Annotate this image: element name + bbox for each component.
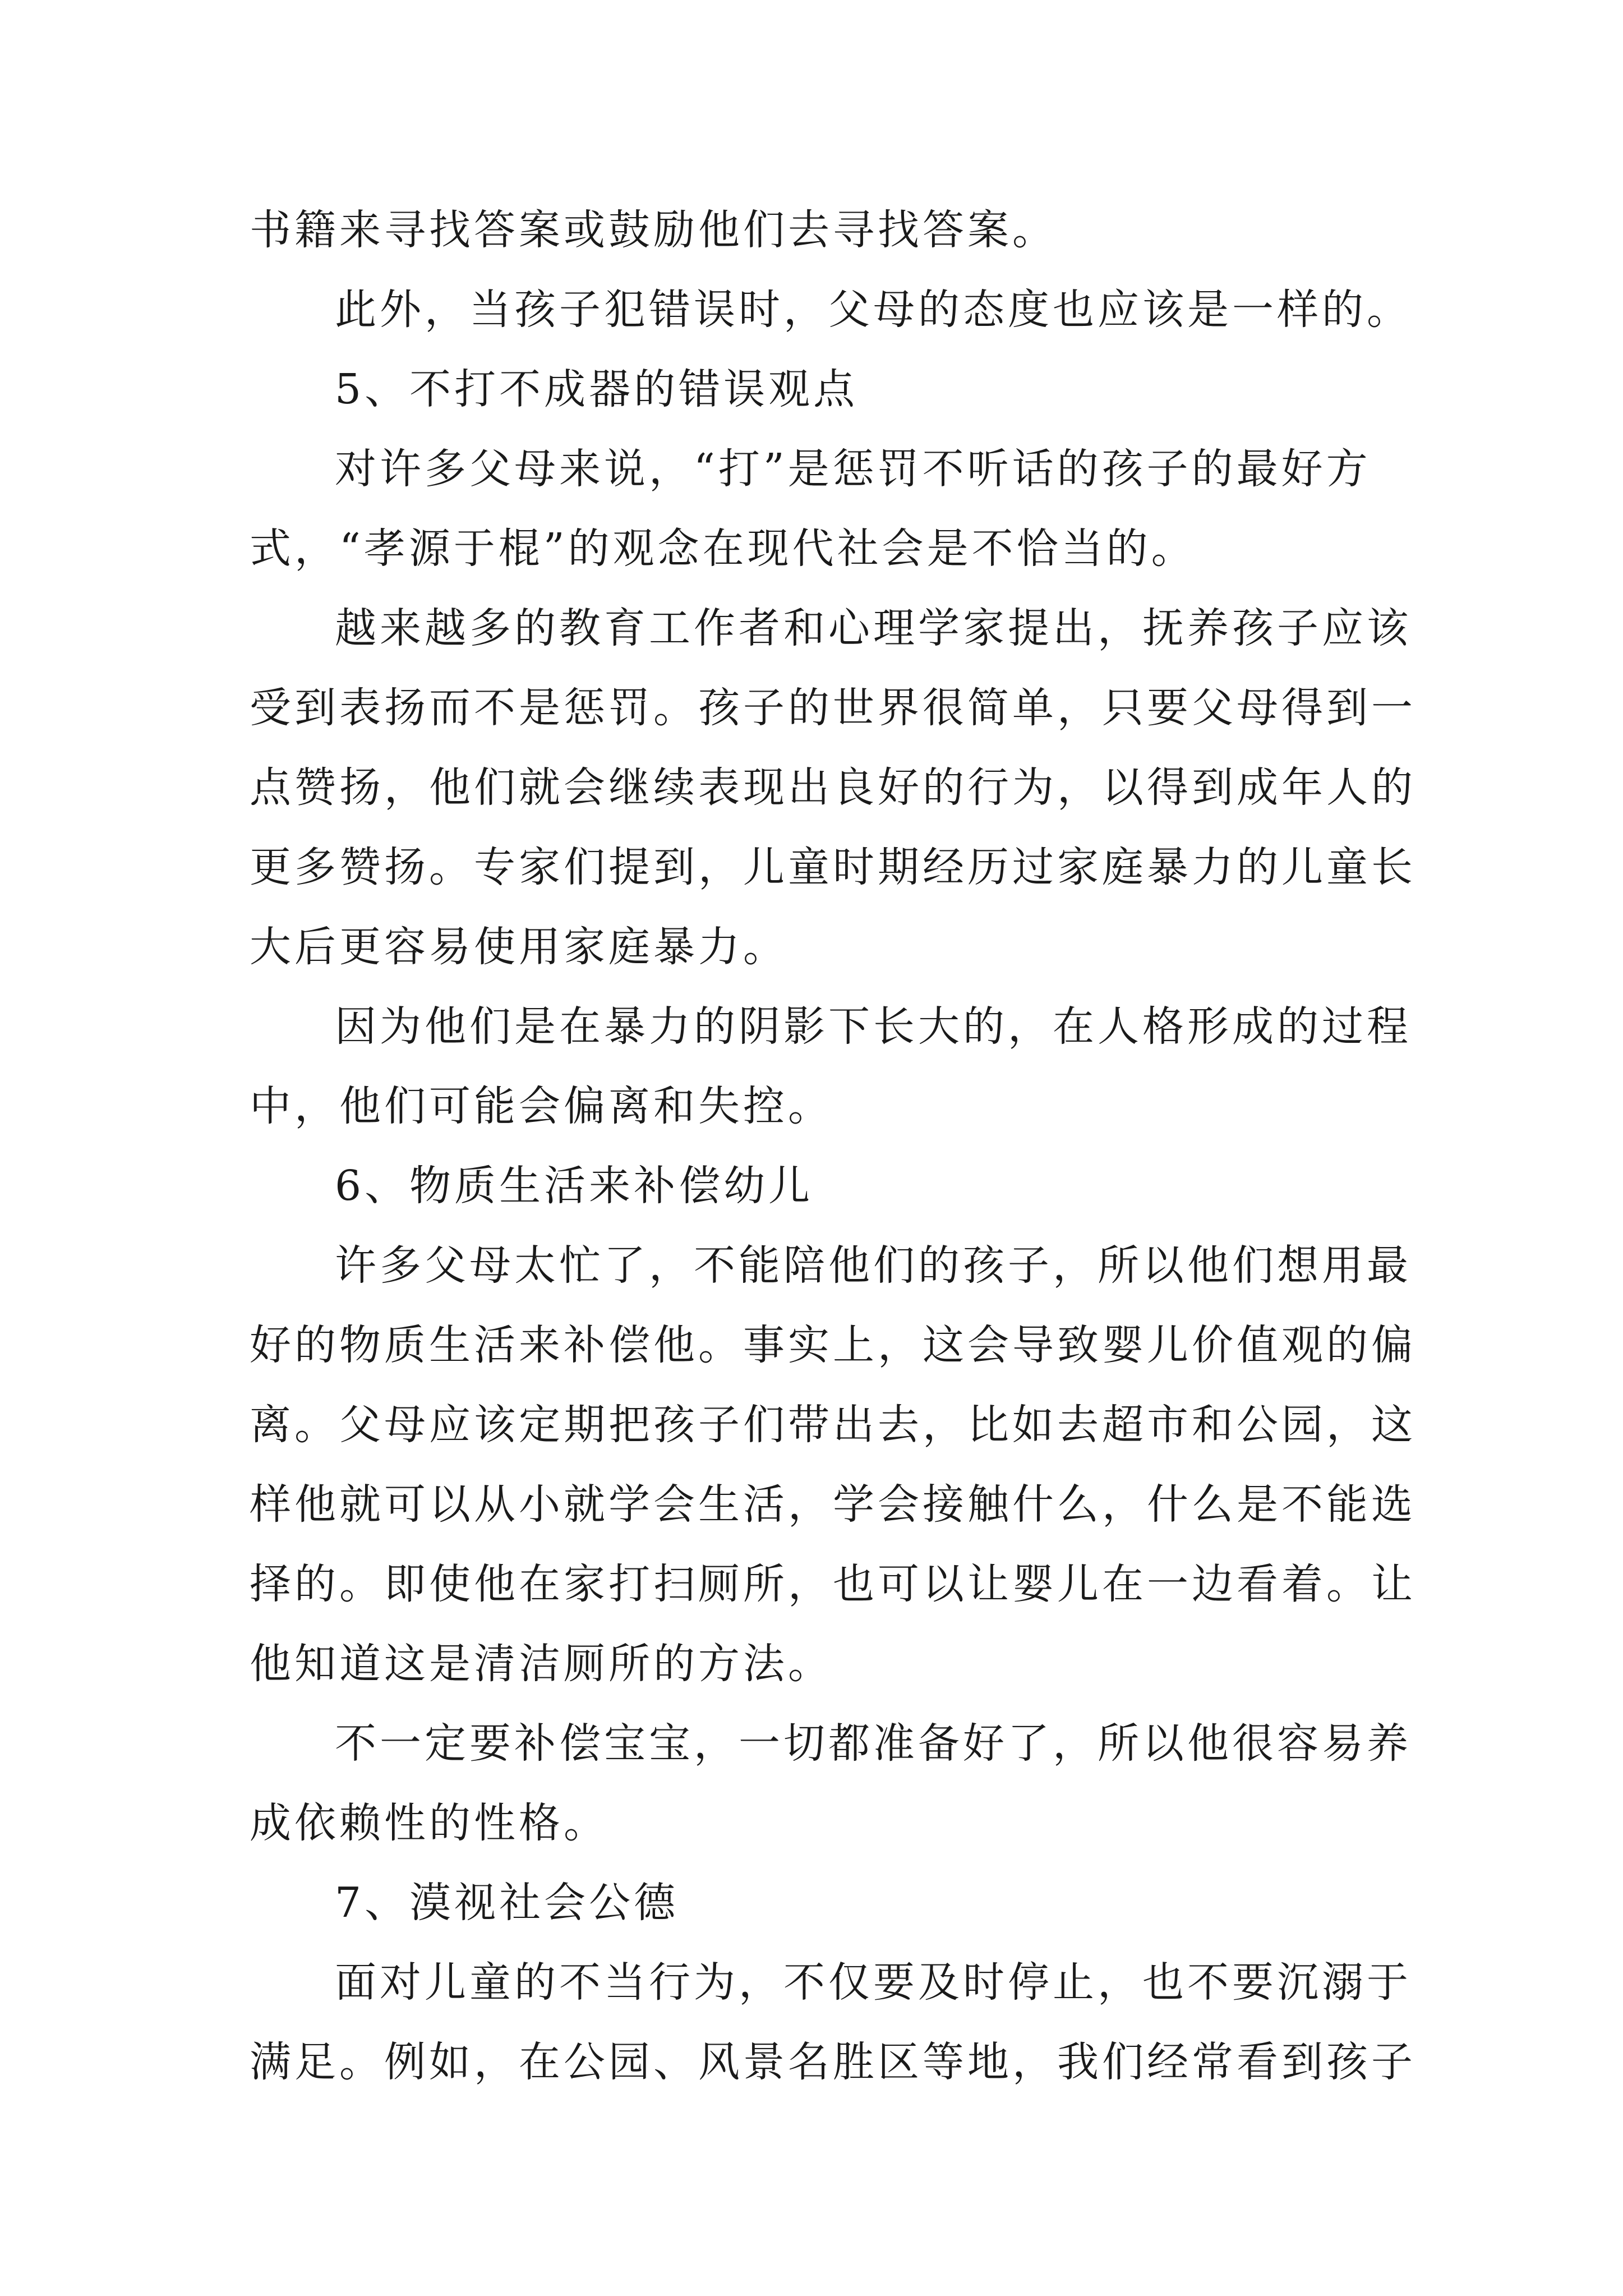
paragraph-line: 更多赞扬。专家们提到，儿童时期经历过家庭暴力的儿童长	[250, 843, 1416, 891]
section-heading-6: 6、物质生活来补偿幼儿	[335, 1162, 814, 1210]
paragraph-line: 样他就可以从小就学会生活，学会接触什么，什么是不能选	[250, 1480, 1416, 1529]
section-heading-7: 7、漠视社会公德	[335, 1879, 679, 1927]
paragraph-line: 受到表扬而不是惩罚。孩子的世界很简单，只要父母得到一	[250, 684, 1416, 732]
paragraph-line: 满足。例如，在公园、风景名胜区等地，我们经常看到孩子	[250, 2038, 1416, 2086]
paragraph-line: 成依赖性的性格。	[250, 1799, 608, 1847]
paragraph-line: 离。父母应该定期把孩子们带出去，比如去超市和公园，这	[250, 1401, 1416, 1449]
paragraph-line: 择的。即使他在家打扫厕所，也可以让婴儿在一边看着。让	[250, 1560, 1416, 1608]
paragraph-line: 越来越多的教育工作者和心理学家提出，抚养孩子应该	[335, 604, 1412, 652]
paragraph-line: 式，“孝源于棍”的观念在现代社会是不恰当的。	[250, 524, 1196, 573]
paragraph-line: 不一定要补偿宝宝，一切都准备好了，所以他很容易养	[335, 1719, 1412, 1768]
section-heading-5: 5、不打不成器的错误观点	[335, 365, 859, 413]
paragraph-line: 书籍来寻找答案或鼓励他们去寻找答案。	[250, 206, 1057, 254]
paragraph-line: 对许多父母来说，“打”是惩罚不听话的孩子的最好方	[335, 445, 1371, 493]
paragraph-line: 许多父母太忙了，不能陪他们的孩子，所以他们想用最	[335, 1241, 1412, 1290]
paragraph-line: 好的物质生活来补偿他。事实上，这会导致婴儿价值观的偏	[250, 1321, 1416, 1369]
paragraph-line: 此外，当孩子犯错误时，父母的态度也应该是一样的。	[335, 286, 1412, 334]
paragraph-line: 他知道这是清洁厕所的方法。	[250, 1640, 833, 1688]
paragraph-line: 大后更容易使用家庭暴力。	[250, 923, 788, 971]
paragraph-line: 因为他们是在暴力的阴影下长大的，在人格形成的过程	[335, 1002, 1412, 1051]
paragraph-line: 面对儿童的不当行为，不仅要及时停止，也不要沉溺于	[335, 1958, 1412, 2007]
paragraph-line: 中，他们可能会偏离和失控。	[250, 1082, 833, 1130]
paragraph-line: 点赞扬，他们就会继续表现出良好的行为，以得到成年人的	[250, 763, 1416, 812]
